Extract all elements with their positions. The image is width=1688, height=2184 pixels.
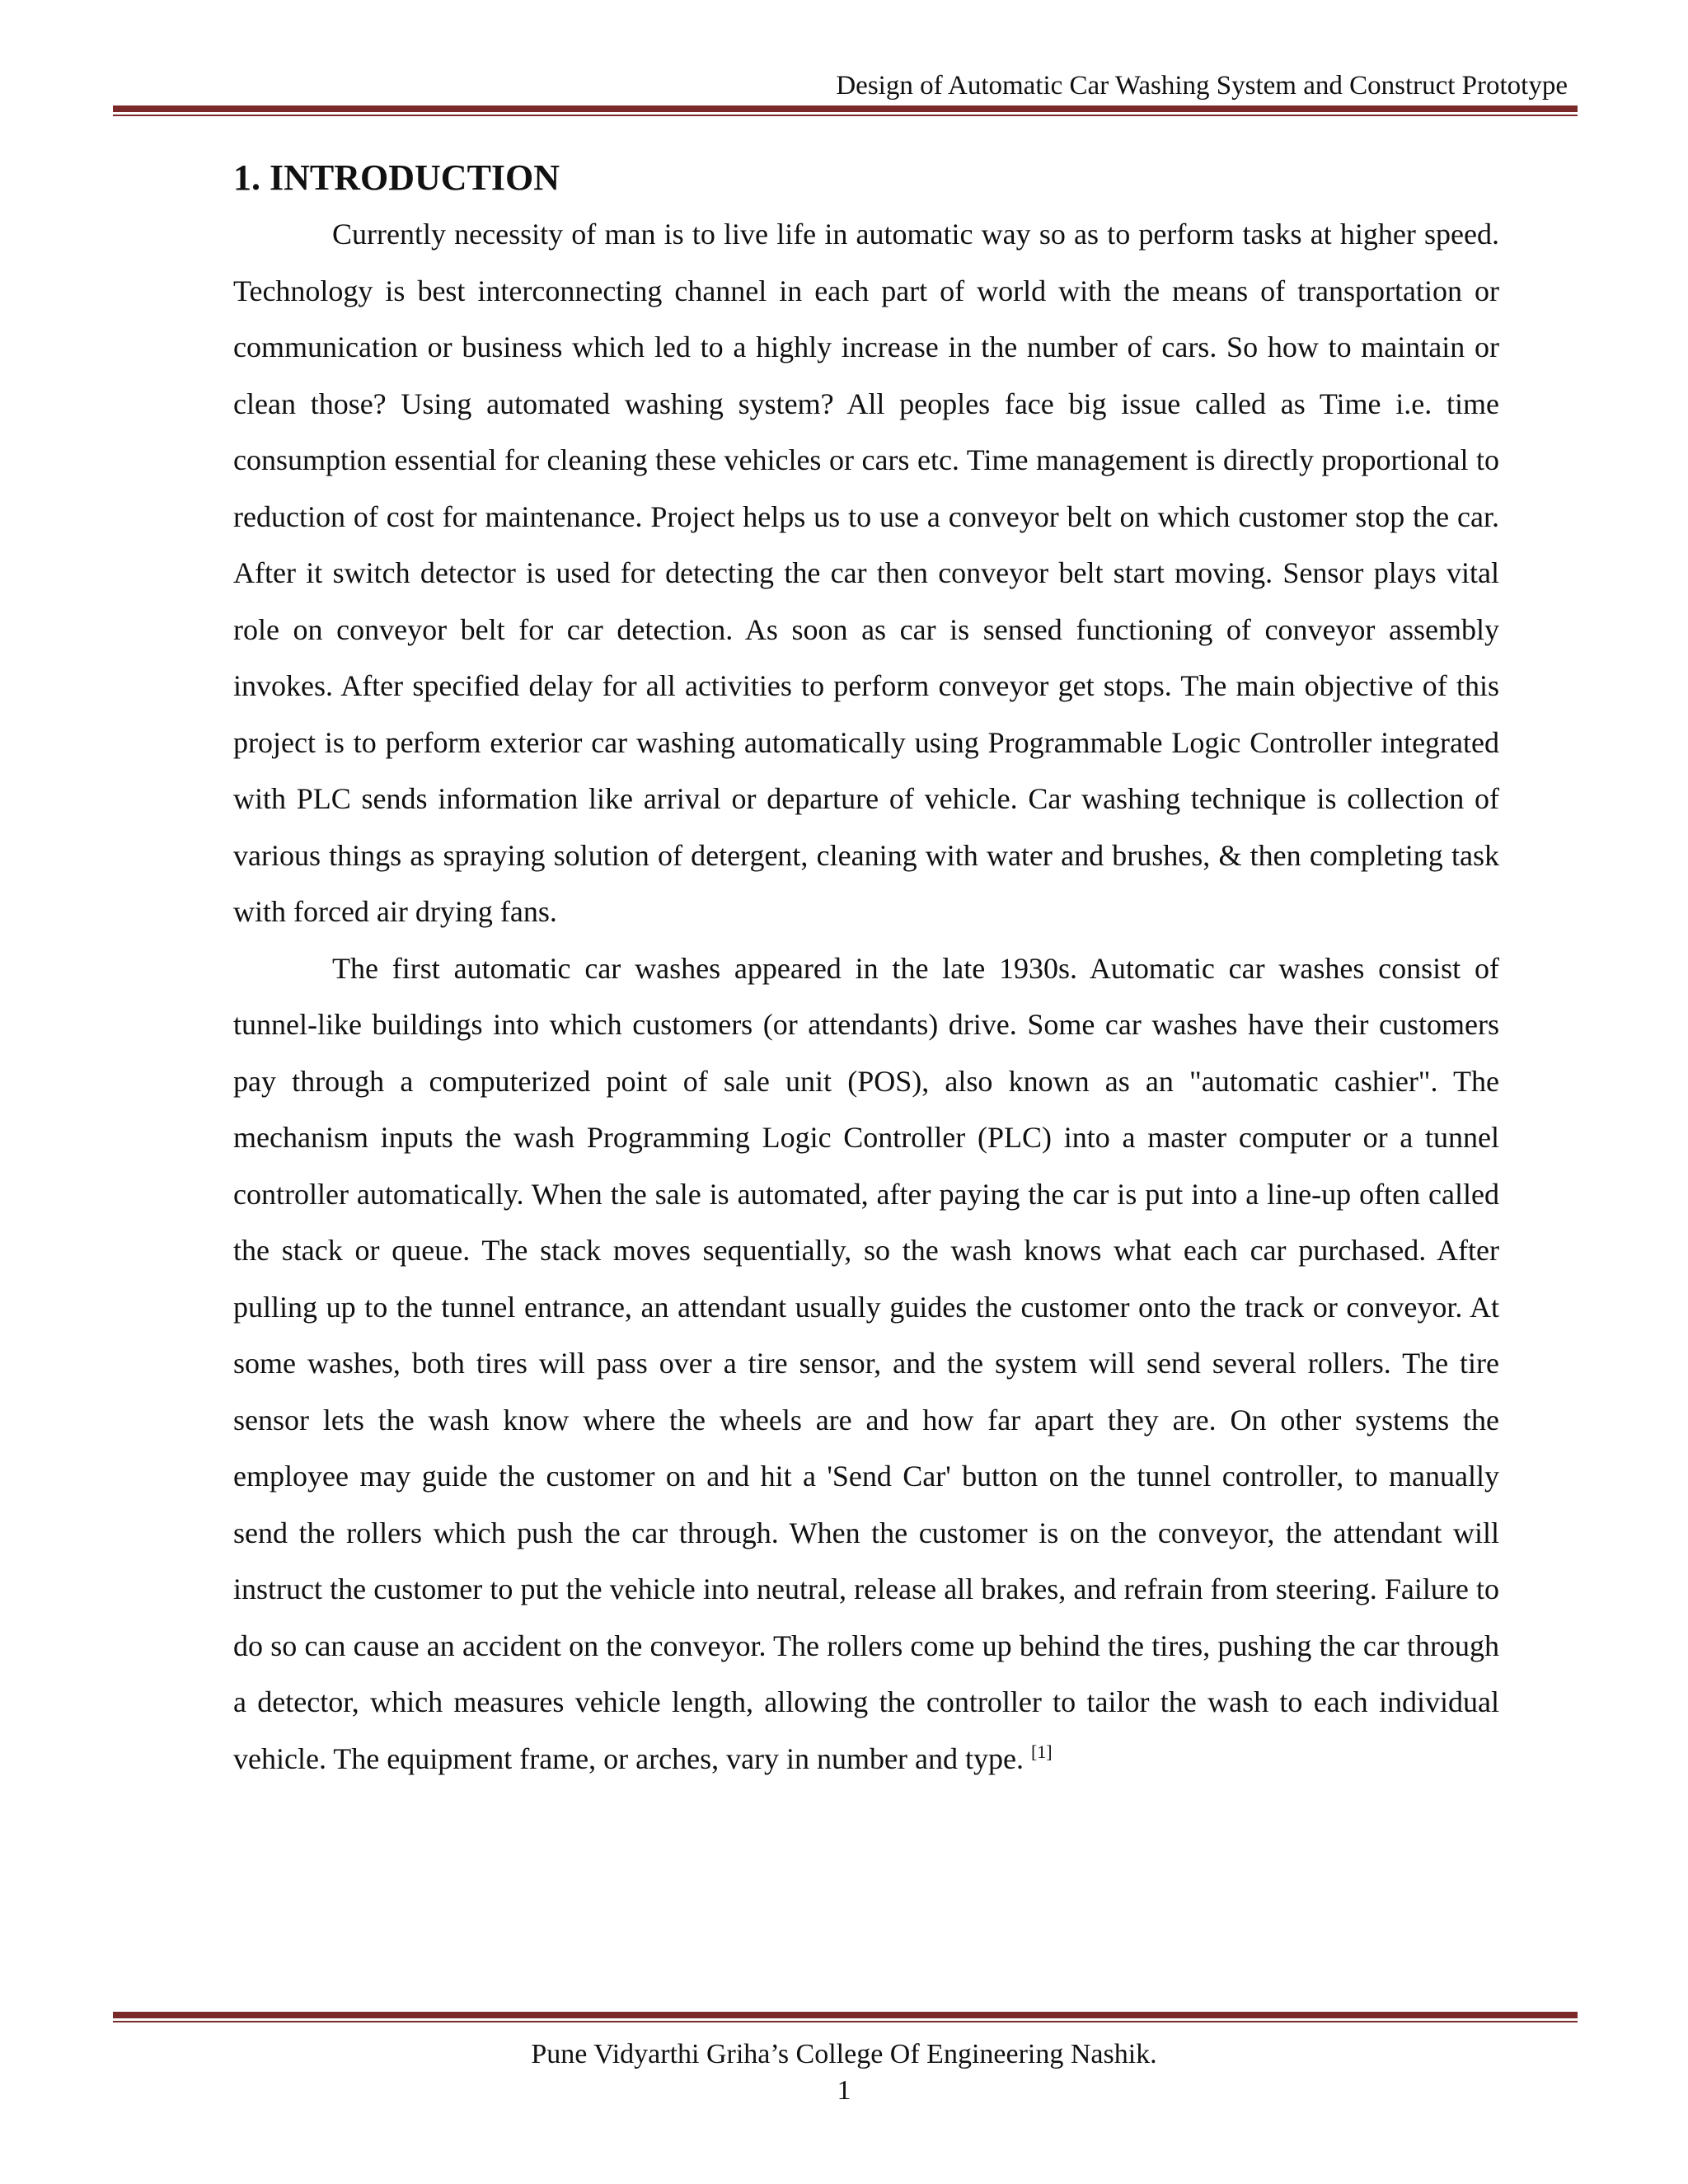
section-heading: 1. INTRODUCTION [233, 157, 560, 198]
running-header-title: Design of Automatic Car Washing System and Construct Prototype [836, 71, 1568, 101]
footer-rule [113, 2012, 1578, 2022]
intro-paragraph-2 [233, 940, 1499, 1788]
footer-college-name: Pune Vidyarthi Griha’s College Of Engineering Nashik. [531, 2039, 1157, 2069]
page-number: 1 [837, 2075, 851, 2106]
header-rule [113, 105, 1578, 116]
citation-reference[interactable]: [1] [1030, 1741, 1053, 1762]
main-content [233, 155, 1499, 1787]
paragraph-text: Currently necessity of man is to live life in automatic way so as to perform tasks at higher speed. Technology is best interconnecting channel in each part of world with the means of transportation or communication or business which led to a highly increase in the number of cars. So how to maintain or clean those? Using automated washing system? All peoples face big issue called as Time i.e. time consumption essential for cleaning these vehicles or cars etc. Time management is directly proportional to reduction of cost for maintenance. Project helps us to use a conveyor belt on which customer stop the car. After it switch detector is used for detecting the car then conveyor belt start moving. Sensor plays vital role on conveyor belt for car detection. As soon as car is sensed functioning of conveyor assembly invokes. After specified delay for all activities to perform conveyor get stops. The main objective of this project is to perform exterior car washing automatically using Programmable Logic Controller integrated with PLC sends information like arrival or departure of vehicle. Car washing technique is collection of various things as spraying solution of detergent, cleaning with water and brushes, & then completing task with forced air drying fans. [233, 218, 1499, 928]
intro-paragraph-1 [233, 206, 1499, 940]
paragraph-text: The first automatic car washes appeared in the late 1930s. Automatic car washes consist of tunnel-like buildings into which customers (or attendants) drive. Some car washes have their customers pay through a computerized point of sale unit (POS), also known as an "automatic cashier". The mechanism inputs the wash Programming Logic Controller (PLC) into a master computer or a tunnel controller automatically. When the sale is automated, after paying the car is put into a line-up often called the stack or queue. The stack moves sequentially, so the wash knows what each car purchased. After pulling up to the tunnel entrance, an attendant usually guides the customer onto the track or conveyor. At some washes, both tires will pass over a tire sensor, and the system will send several rollers. The tire sensor lets the wash know where the wheels are and how far apart they are. On other systems the employee may guide the customer on and hit a 'Send Car' button on the tunnel controller, to manually send the rollers which push the car through. When the customer is on the conveyor, the attendant will instruct the customer to put the vehicle into neutral, release all brakes, and refrain from steering. Failure to do so can cause an accident on the conveyor. The rollers come up behind the tires, pushing the car through a detector, which measures vehicle length, allowing the controller to tailor the wash to each individual vehicle. The equipment frame, or arches, vary in number and type. [233, 951, 1499, 1775]
